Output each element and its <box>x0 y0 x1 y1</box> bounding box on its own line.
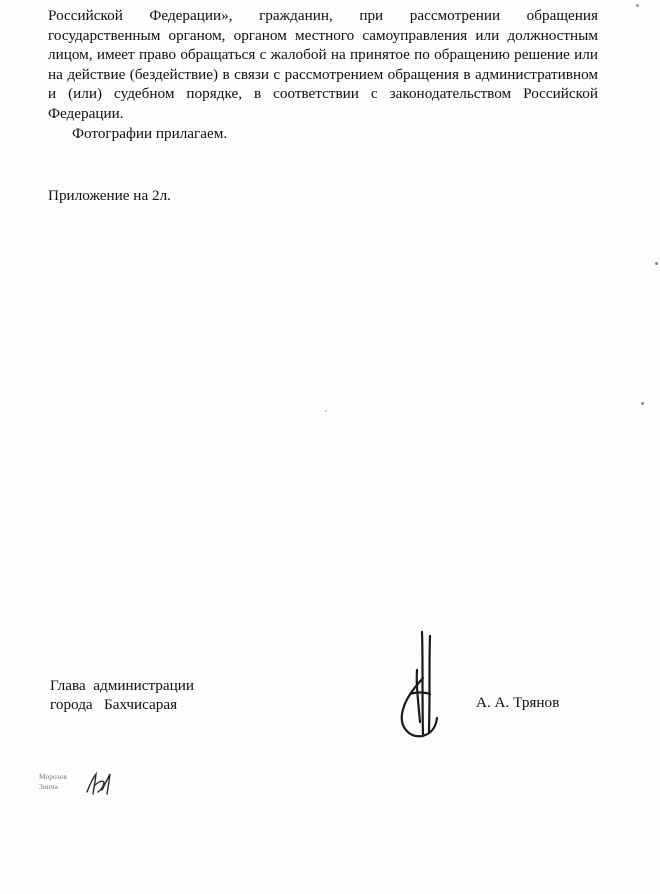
handwritten-signature <box>392 628 444 746</box>
scan-speck <box>325 410 327 412</box>
scan-speck <box>655 262 658 265</box>
attachment-note: Фотографии прилагаем. <box>72 124 228 142</box>
scan-speck <box>636 4 639 7</box>
executor-line-1: Морозов <box>39 772 67 781</box>
signer-title-line-2: города Бахчисарая <box>50 696 178 713</box>
scan-speck <box>641 402 644 405</box>
handwritten-initials <box>84 770 114 798</box>
signer-title-line-1: Глава администрации <box>50 677 195 694</box>
letter-body <box>48 6 598 143</box>
signature-block <box>50 676 194 714</box>
appendix-note: Приложение на 2л. <box>48 187 171 204</box>
body-paragraph: Российской Федерации», гражданин, при рассмотрении обращения государственным органом, органом местного самоуправления или должностным лицом, имеет право обращаться с жалобой на принятое по обращению решение или на действие (бездействие) в связи с рассмотрением обращения в административном и (или) судебном порядке, в соответствии с законодательством Российской Федерации. <box>48 7 598 122</box>
signer-name: А. А. Трянов <box>476 694 560 711</box>
executor-line-2: Зинча <box>39 782 58 791</box>
executor-note <box>39 772 67 792</box>
